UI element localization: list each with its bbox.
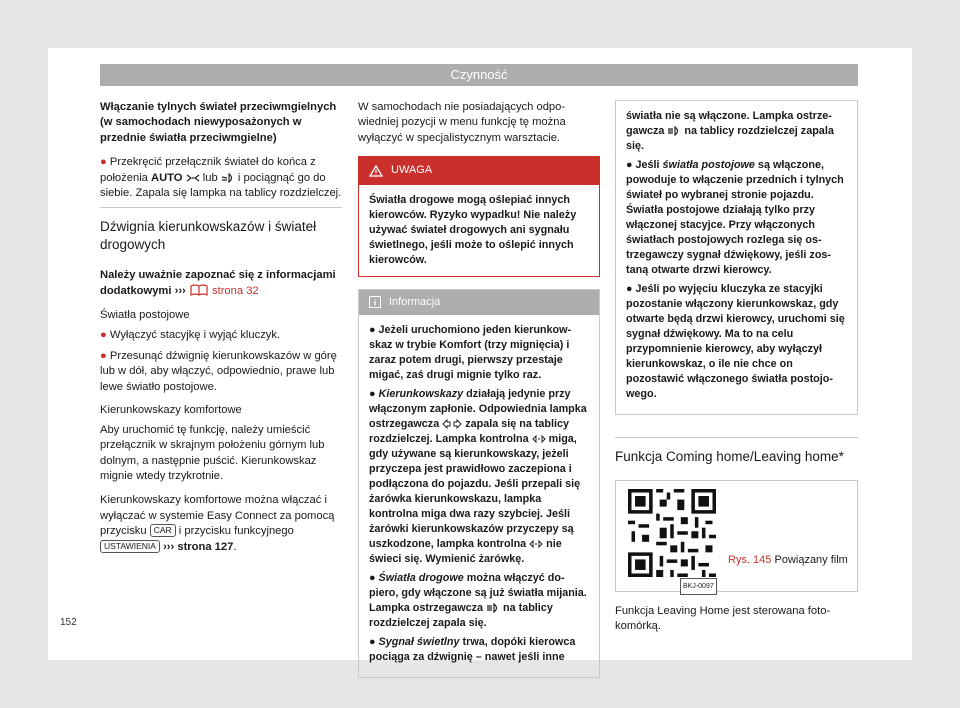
turn-signal-arrows-icon <box>442 419 462 429</box>
page-number: 152 <box>60 617 77 628</box>
figure-reference: Rys. 145 <box>728 554 772 566</box>
column-3 <box>615 100 858 644</box>
info-item: ● Jeśli po wyjęciu kluczyka ze stacyjki pozostanie włączony kierunkowskaz, gdy otwarte będą drzwi kierowcy, uruchomi się sygnał dźwiękowy. Ma to na celu przypomnienie kierowcy, aby wyłączył kierunkowskaz, o ile nie chce on pozostawić włączonego światła postojowego. <box>626 283 845 400</box>
parking-lights-subheading: Światła postojowe <box>100 309 190 322</box>
info-item: ● Jeśli światła postojowe są włączone, powoduje to włączenie przednich i tylnych świateł po wybranej stronie pojazdu. Światła postojowe działają tylko przy włączonej stacyjce. Przy włączonych światłach postojowych rozlega się ostrzegawczy sygnał dźwiękowy, jeśli zostaną otwarte drzwi kierowcy. <box>626 159 844 276</box>
leaving-home-text: Funkcja Leaving Home jest sterowana fotokomórką. <box>615 605 831 633</box>
bullet-icon: ● <box>369 636 379 649</box>
warning-triangle-icon <box>369 165 383 177</box>
info-item: ● Kierunkowskazy działają jedynie przy włączonym zapłonie. Odpowiednia lampka ostrzegawcza zapala się na tablicy rozdzielczej. Lampka kontrolna miga, gdy używane są kierunkowskazy, jeżeli przyczepa jest prawidłowo zaczepiona i podłączona do pojazdu. Jeśli przepali się żarówka kierunkowskazu, lampka kontrolna miga dwa razy szybciej. Jeśli żarówki kierunkowskazów przyczepy są uszkodzone, lampka kontrolna nie świeci się. Wymienić żarówkę. <box>369 388 587 566</box>
figure-code-label: BKJ-0097 <box>680 578 717 595</box>
parking-step-2: ● Przesunąć dźwignię kierunkowskazów w górę lub w dół, aby włączyć, odpowiednio, prawe lub lewe światło postojowe. <box>100 350 337 393</box>
bullet-icon: ● <box>100 350 110 363</box>
figure-caption <box>728 553 848 567</box>
page-link[interactable]: ››› strona 127 <box>163 540 234 553</box>
figure-box <box>615 480 858 592</box>
parking-step-1: ● Wyłączyć stacyjkę i wyjąć kluczyk. <box>100 328 281 341</box>
bullet-icon: ● <box>369 324 379 337</box>
page-header: Czynność <box>100 64 858 86</box>
comfort-signals-text: Aby uruchomić tę funkcję, należy umieścić przełącznik w skrajnym położeniu górnym lub dolnym, a następnie puścić. Kierunkowskaz mignie wtedy trzykrotnie. <box>100 423 325 482</box>
bullet-icon: ● <box>100 328 110 341</box>
high-beam-icon <box>667 126 681 136</box>
info-header <box>359 290 599 315</box>
rear-fog-heading: Włączanie tylnych świateł przeciwmgielnych (w samochodach niewyposażonych w przednie światła przeciwmgielne) <box>100 101 337 144</box>
comfort-signals-subheading: Kierunkowskazy komfortowe <box>100 404 242 417</box>
info-item: światła nie są włączone. Lampka ostrzegawcza na tablicy rozdzielczej zapala się. <box>626 110 834 152</box>
figure-caption-text: Powiązany film <box>774 554 848 566</box>
high-beam-icon <box>486 603 500 613</box>
easy-connect-text: Kierunkowskazy komfortowe można włączać i wyłączać w systemie Easy Connect za pomocą przycisku CAR i przycisku funkcyjnego USTAWIENIA ››› strona 127. <box>100 494 335 553</box>
info-icon <box>369 296 381 308</box>
info-title: Informacja <box>389 295 441 308</box>
turn-signal-section-title: Dźwignia kierunkowskazów i świateł drogowych <box>100 207 342 254</box>
column-2 <box>358 100 600 678</box>
page-link[interactable]: strona 32 <box>212 284 259 297</box>
rear-fog-instruction: ● Przekręcić przełącznik świateł do końca z położenia AUTO lub i pociągnąć go do siebie. Zapala się lampka na tablicy rozdzielczej. <box>100 156 342 200</box>
bullet-icon: ● <box>369 572 379 585</box>
bullet-icon: ● <box>369 388 379 401</box>
info-box-continued <box>615 100 858 415</box>
info-body <box>359 315 599 677</box>
parking-light-icon <box>186 173 200 183</box>
additional-info-note: Należy uważnie zapoznać się z informacjami dodatkowymi ››› strona 32 <box>100 269 336 297</box>
info-item: ● Jeżeli uruchomiono jeden kierunkowskaz w trybie Komfort (trzy mignięcia) i zaraz potem drugi, pierwszy przestaje migać, zaś drugi mignie tylko raz. <box>369 324 572 382</box>
trailer-signal-icon <box>529 539 543 549</box>
settings-key: USTAWIENIA <box>100 540 160 553</box>
trailer-signal-icon <box>532 434 546 444</box>
info-item: ● Sygnał świetlny trwa, dopóki kierowca pociąga za dźwignię – nawet jeśli inne <box>369 636 576 664</box>
warning-header <box>359 157 599 184</box>
coming-home-section-title: Funkcja Coming home/Leaving home* <box>615 437 858 466</box>
qr-code-icon[interactable] <box>628 489 716 577</box>
bullet-icon: ● <box>626 283 636 295</box>
auto-icon: AUTO <box>151 171 183 184</box>
warning-box <box>358 156 600 276</box>
warning-title: UWAGA <box>391 164 433 177</box>
column-1 <box>100 100 342 564</box>
car-button-icon: CAR <box>150 524 176 537</box>
bullet-icon: ● <box>100 156 110 169</box>
low-beam-icon <box>221 173 235 183</box>
info-item: ● Światła drogowe można włączyć dopiero, gdy włączone są już światła mijania. Lampka ostrzegawcza na tablicy rozdzielczej zapala się. <box>369 572 587 630</box>
workshop-note: W samochodach nie posiadających odpowiedniej pozycji w menu funkcję tę można wyłączyć w specjalistycznym warsztacie. <box>358 101 566 144</box>
bullet-icon: ● <box>626 159 636 171</box>
info-box <box>358 289 600 678</box>
warning-text: Światła drogowe mogą oślepiać innych kierowców. Ryzyko wypadku! Nie należy używać świateł drogowych ani sygnału świetlnego, jeśli może to oślepić innych kierowców. <box>369 193 577 266</box>
book-icon <box>189 284 209 296</box>
